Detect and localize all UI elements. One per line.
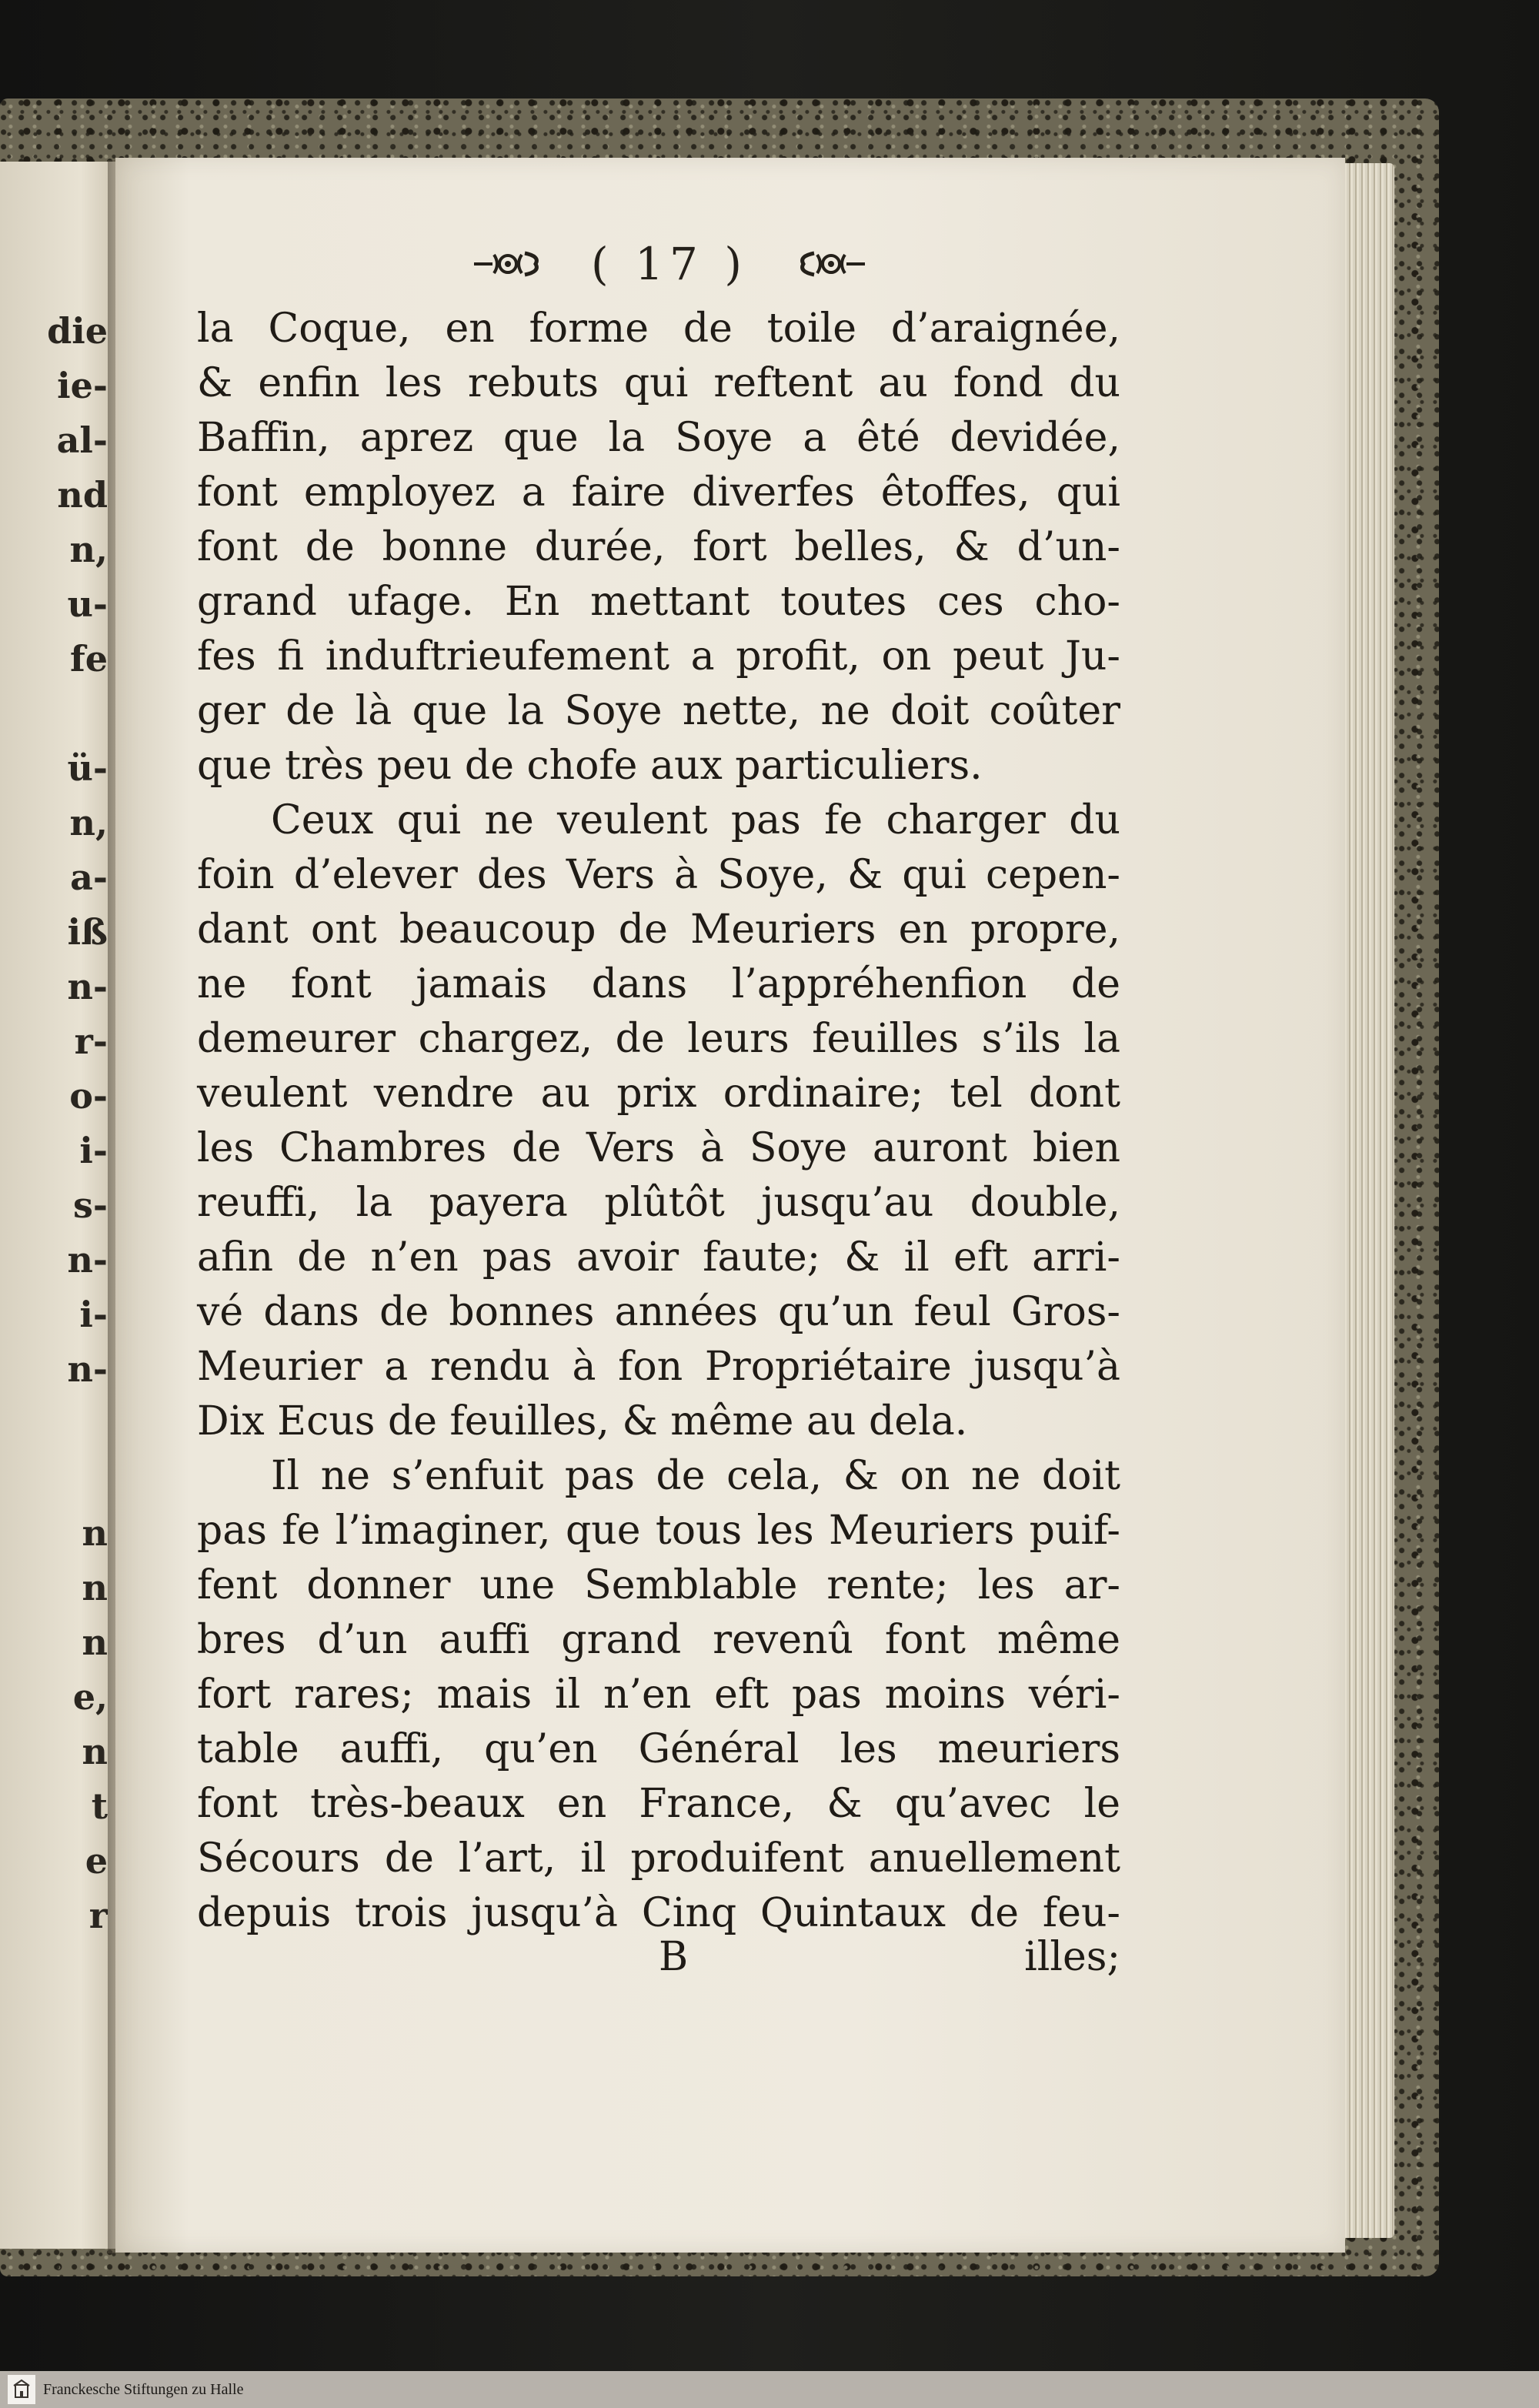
facing-page-fragment: nd (57, 474, 108, 516)
text-line: reuffi, la payera plûtôt jusqu’au double, (197, 1180, 1120, 1226)
library-name: Franckesche Stiftungen zu Halle (43, 2380, 244, 2398)
text-line: table auffi, qu’en Général les meuriers (197, 1726, 1120, 1772)
facing-page-fragment: n- (67, 966, 108, 1007)
text-line: Baffin, aprez que la Soye a êté devidée, (197, 415, 1120, 461)
facing-page-fragment: i- (79, 1130, 108, 1171)
facing-page-fragment: s- (73, 1184, 108, 1226)
catchword: illes; (1024, 1934, 1120, 1980)
text-line: fort rares; mais il n’en eft pas moins véri- (197, 1672, 1120, 1718)
facing-page-fragment: r (88, 1895, 108, 1936)
text-line: fent donner une Semblable rente; les ar- (197, 1562, 1120, 1608)
facing-page-fragment: e (85, 1840, 108, 1882)
facing-page-text (0, 304, 115, 1943)
text-line: foin d’elever des Vers à Soye, & qui cepen- (197, 852, 1120, 898)
facing-page-fragment: i- (79, 1294, 108, 1335)
text-line: depuis trois jusqu’à Cinq Quintaux de feu- (197, 1890, 1120, 1936)
left-fleuron-ornament (471, 247, 563, 281)
text-line: que très peu de chofe aux particuliers. (197, 743, 983, 789)
text-line: Ceux qui ne veulent pas fe charger du (271, 797, 1120, 843)
text-line: Il ne s’enfuit pas de cela, & on ne doit (271, 1453, 1120, 1499)
running-head (454, 237, 885, 291)
facing-page-fragment: r- (74, 1020, 108, 1062)
facing-page-fragment: o- (69, 1075, 108, 1117)
page-edges (1340, 163, 1394, 2238)
facing-page-fragment: a- (70, 857, 108, 898)
facing-page-fragment: fe (69, 638, 108, 680)
text-line: Meurier a rendu à fon Propriétaire jusqu’à (197, 1344, 1120, 1390)
text-line: la Coque, en forme de toile d’araignée, (197, 306, 1120, 352)
right-fleuron-ornament (776, 247, 868, 281)
facing-page-fragment: al- (56, 419, 108, 461)
facing-page-fragment: n (82, 1731, 108, 1772)
signature-mark: B (659, 1934, 689, 1980)
text-line: dant ont beaucoup de Meuriers en propre, (197, 907, 1120, 953)
facing-page-fragment: n- (67, 1348, 108, 1390)
text-line: les Chambres de Vers à Soye auront bien (197, 1125, 1120, 1171)
facing-page-fragment: n, (69, 802, 108, 843)
facing-page-fragment: e, (72, 1676, 108, 1718)
text-line: pas fe l’imaginer, que tous les Meuriers puif- (197, 1508, 1120, 1554)
text-line: fes fi induftrieufement a profit, on peut Ju- (197, 633, 1120, 680)
page-number: ( 17 ) (591, 238, 748, 290)
facing-page-fragment: die (47, 310, 108, 352)
footer-bar (0, 2371, 1539, 2408)
facing-page-fragment: ie- (57, 365, 108, 406)
text-line: bres d’un auffi grand revenû font même (197, 1617, 1120, 1663)
facing-page-fragment (0, 1397, 108, 1451)
text-line: font employez a faire diverfes êtoffes, qui (197, 469, 1120, 516)
facing-page-fragment: n, (69, 529, 108, 570)
facing-page-fragment: u- (67, 583, 108, 625)
library-logo-icon (8, 2375, 35, 2404)
facing-page-fragment: n- (67, 1239, 108, 1281)
text-line: grand ufage. En mettant toutes ces cho- (197, 579, 1120, 625)
text-line: veulent vendre au prix ordinaire; tel dont (197, 1070, 1120, 1117)
text-line: Dix Ecus de feuilles, & même au dela. (197, 1398, 968, 1444)
text-line: ger de là que la Soye nette, ne doit coûter (197, 688, 1120, 734)
text-line: ne font jamais dans l’appréhenfion de (197, 961, 1120, 1007)
text-line: font de bonne durée, fort belles, & d’un- (197, 524, 1120, 570)
facing-page-fragment: n (82, 1621, 108, 1663)
facing-page-fragment: n (82, 1567, 108, 1608)
facing-page-fragment: t (91, 1785, 108, 1827)
text-line: & enfin les rebuts qui reftent au fond du (197, 360, 1120, 406)
facing-page-fragment (0, 1451, 108, 1506)
text-line: demeurer chargez, de leurs feuilles s’ils la (197, 1016, 1120, 1062)
text-line: Sécours de l’art, il produifent anuellement (197, 1835, 1120, 1882)
text-line: afin de n’en pas avoir faute; & il eft arri- (197, 1234, 1120, 1281)
body-text (197, 302, 1120, 1941)
facing-page-fragment (0, 686, 108, 741)
text-line: font très-beaux en France, & qu’avec le (197, 1781, 1120, 1827)
text-line: vé dans de bonnes années qu’un feul Gros- (197, 1289, 1120, 1335)
facing-page-fragment: n (82, 1512, 108, 1554)
facing-page-fragment: iß (67, 911, 108, 953)
facing-page-fragment: ü- (67, 747, 108, 789)
page-foot (197, 1930, 1120, 1985)
